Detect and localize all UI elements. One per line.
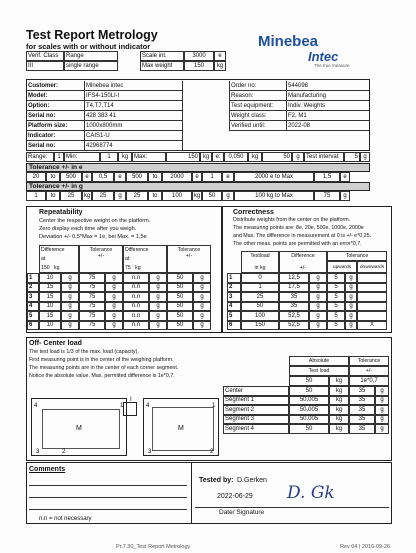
tol_e-cell: 0,5 bbox=[92, 172, 114, 182]
correct-cell: g bbox=[309, 292, 327, 302]
repeat-cell: n.n bbox=[123, 283, 149, 293]
correct-h-diff bbox=[279, 251, 327, 273]
correct-cell: 17,5 bbox=[279, 283, 309, 293]
order-value: Indiv. Weights bbox=[287, 101, 369, 111]
tol_g-cell: 100 bbox=[162, 191, 192, 201]
verif-class-label: Verif. Class bbox=[26, 51, 64, 61]
brand-logo bbox=[258, 34, 368, 70]
repeat-cell: 50 bbox=[167, 283, 193, 293]
repeat-cell: 15 bbox=[39, 292, 61, 302]
order-label: Order no: bbox=[229, 81, 287, 91]
repeat-cell: 3 bbox=[27, 292, 39, 302]
correct-cell: 5 bbox=[327, 302, 345, 312]
range-max-label: Max: bbox=[132, 152, 166, 162]
sign-date: 2022-06-29 bbox=[217, 493, 253, 500]
repeat-cell: g bbox=[193, 292, 211, 302]
correct-cell: 52,5 bbox=[279, 321, 309, 331]
off-row-tol-unit: g bbox=[375, 424, 389, 434]
off-line-2: First measuring point is in the center of the weighing platform. bbox=[29, 357, 174, 363]
seg-label: 3 bbox=[36, 448, 40, 455]
repeat-cell: g bbox=[105, 292, 123, 302]
brand-tagline: The true measure bbox=[314, 63, 350, 68]
tol_e-cell: 2000 e to Max bbox=[234, 172, 314, 182]
range-u3: kg bbox=[248, 152, 262, 162]
repeat-h-diff-text: Difference bbox=[41, 247, 65, 253]
brand-sub: Intec bbox=[308, 49, 339, 64]
repeat-cell: 75 bbox=[79, 311, 105, 321]
correct-h-diff-text: Difference bbox=[291, 253, 315, 259]
off-h-tol: Tolerance bbox=[349, 356, 389, 366]
test-interval-label: Test interval: bbox=[304, 152, 344, 162]
off-row-tol: 35 bbox=[349, 424, 375, 434]
off-row-value: 50,005 bbox=[289, 396, 329, 406]
diagram-indicator-label: I bbox=[130, 396, 132, 403]
tol_g-cell: to bbox=[148, 191, 162, 201]
repeat-h-75 bbox=[125, 265, 141, 271]
repeat-line-2: Zero display each time after you weigh. bbox=[39, 226, 137, 232]
range-row bbox=[26, 152, 370, 162]
off-row-value: 50 bbox=[289, 424, 329, 434]
repeat-h-150 bbox=[41, 265, 59, 271]
range-value: single range bbox=[64, 61, 118, 71]
repeat-cell: g bbox=[61, 292, 79, 302]
customer-label: Serial no: bbox=[27, 141, 85, 151]
tol_e-cell: 1 bbox=[202, 172, 222, 182]
range-min-val: 1 bbox=[100, 152, 118, 162]
range-max-val: 150 bbox=[166, 152, 200, 162]
handwritten-signature: D. Gk bbox=[287, 483, 335, 503]
range-u1: kg bbox=[118, 152, 132, 162]
seg-label: M bbox=[76, 425, 82, 432]
customer-label: Model: bbox=[27, 91, 85, 101]
repeat-h-pm: +/- bbox=[97, 253, 105, 259]
seg-label: M bbox=[178, 425, 184, 432]
off-row-unit: kg bbox=[329, 415, 349, 425]
comments-divider bbox=[191, 463, 192, 523]
repeat-cell: 50 bbox=[167, 273, 193, 283]
off-h-e07: 1e*0,7 bbox=[349, 376, 389, 386]
correct-cell: g bbox=[309, 321, 327, 331]
tol_e-cell: e bbox=[114, 172, 126, 182]
correct-cell: 25 bbox=[241, 292, 279, 302]
customer-value: Minebea intec bbox=[85, 81, 183, 91]
customer-value: CAIS1-U bbox=[85, 131, 183, 141]
off-h-50: 50 bbox=[289, 376, 329, 386]
customer-label: Indicator: bbox=[27, 131, 85, 141]
customer-value: 42968774 bbox=[85, 141, 183, 151]
correct-cell: 5 bbox=[327, 311, 345, 321]
tol_g-cell: 1 bbox=[26, 191, 46, 201]
order-value: 544098 bbox=[287, 81, 369, 91]
repeat-cell: 50 bbox=[167, 292, 193, 302]
repeat-cell: n.n bbox=[123, 311, 149, 321]
correct-h-testload-text: Testload bbox=[250, 253, 270, 259]
repeat-cell: g bbox=[149, 292, 167, 302]
repeat-cell: g bbox=[149, 302, 167, 312]
tol_g-cell: kg bbox=[193, 193, 201, 199]
repeat-cell: g bbox=[105, 311, 123, 321]
off-h-pm: +/- bbox=[349, 366, 389, 376]
range-label: Range: bbox=[26, 152, 54, 162]
correct-cell: X bbox=[357, 321, 387, 331]
max-weight-unit: kg bbox=[214, 61, 226, 71]
comment-line bbox=[29, 509, 187, 510]
correct-cell: 5 bbox=[327, 321, 345, 331]
tol_g-cell: kg bbox=[83, 193, 91, 199]
correct-cell: 35 bbox=[279, 292, 309, 302]
tol_e-cell: 500 bbox=[60, 172, 82, 182]
off-row-value: 50 bbox=[289, 386, 329, 396]
repeat-cell: g bbox=[61, 302, 79, 312]
correctness-section bbox=[222, 206, 392, 333]
correct-cell bbox=[357, 273, 387, 283]
correct-cell: 5 bbox=[327, 292, 345, 302]
repeat-cell: 10 bbox=[39, 273, 61, 283]
seg-label: 2 bbox=[210, 448, 214, 455]
correct-cell: 52,5 bbox=[279, 311, 309, 321]
brand-name: Minebea bbox=[258, 33, 319, 50]
customer-value: T4,T7,T14 bbox=[85, 101, 183, 111]
correct-cell: g bbox=[309, 302, 327, 312]
repeat-cell: 75 bbox=[79, 321, 105, 331]
off-row-unit: kg bbox=[329, 405, 349, 415]
off-row-label: Center bbox=[223, 386, 289, 396]
off-h-abs: Absolute bbox=[289, 356, 349, 366]
repeatability-section bbox=[26, 206, 222, 333]
seg-label: 1 bbox=[212, 402, 216, 409]
tol_g-cell: 25 bbox=[126, 191, 148, 201]
tol_e-cell: to bbox=[46, 172, 60, 182]
correct-cell: 1 bbox=[241, 283, 279, 293]
customer-label: Customer: bbox=[27, 81, 85, 91]
repeat-cell: g bbox=[149, 283, 167, 293]
repeat-cell: n.n bbox=[123, 292, 149, 302]
off-row-value: 50,005 bbox=[289, 415, 329, 425]
repeat-cell: g bbox=[105, 302, 123, 312]
seg-label: 1 bbox=[120, 402, 124, 409]
customer-label: Serial no: bbox=[27, 111, 85, 121]
customer-value: 428 383 41 bbox=[85, 111, 183, 121]
correct-h-down: downwards bbox=[357, 261, 387, 273]
repeat-cell: 6 bbox=[27, 321, 39, 331]
correct-cell: 0 bbox=[241, 273, 279, 283]
range-label: Range bbox=[64, 51, 118, 61]
comment-value: n.n = not necessary bbox=[39, 516, 92, 522]
off-h-kg: kg bbox=[329, 376, 349, 386]
repeat-cell: 50 bbox=[167, 321, 193, 331]
off-row-label: Segment 1 bbox=[223, 396, 289, 406]
repeatability-title: Repeatability bbox=[39, 209, 83, 216]
repeat-cell: 15 bbox=[39, 311, 61, 321]
correct-cell bbox=[357, 311, 387, 321]
off-row-tol: 35 bbox=[349, 386, 375, 396]
order-label: Reason: bbox=[229, 91, 287, 101]
correct-cell: 3 bbox=[227, 292, 241, 302]
correct-cell bbox=[357, 292, 387, 302]
correct-cell: g bbox=[345, 311, 357, 321]
repeat-cell: 15 bbox=[39, 283, 61, 293]
off-row-tol: 35 bbox=[349, 396, 375, 406]
tested-by-name: D.Gerken bbox=[237, 477, 267, 484]
test-interval-val: 5 bbox=[344, 152, 360, 162]
class-value: III bbox=[26, 61, 64, 71]
off-row-label: Segment 3 bbox=[223, 415, 289, 425]
seg-label: 2 bbox=[62, 448, 66, 455]
correct-cell: 5 bbox=[227, 311, 241, 321]
repeat-h-tol bbox=[79, 245, 123, 273]
correct-line-4: The other meas. points are permitted with an error*0,7. bbox=[233, 241, 362, 247]
repeat-cell: g bbox=[61, 321, 79, 331]
repeat-cell: g bbox=[193, 283, 211, 293]
repeat-cell: 4 bbox=[27, 302, 39, 312]
customer-label: Platform size: bbox=[27, 121, 85, 131]
correct-cell: g bbox=[345, 321, 357, 331]
correct-cell: g bbox=[309, 311, 327, 321]
tol_e-cell: e bbox=[340, 172, 350, 182]
correct-cell: 5 bbox=[327, 283, 345, 293]
correct-line-3: and Max. The difference in measurement at 0 is +/- e*0,25. bbox=[233, 233, 372, 239]
comments-section bbox=[26, 462, 392, 524]
tested-by-label: Tested by: bbox=[199, 477, 234, 484]
correct-cell: 5 bbox=[327, 273, 345, 283]
comment-line bbox=[29, 485, 187, 486]
tolerance-e-label: Tolerance +/- in e bbox=[29, 164, 83, 171]
repeat-cell: 50 bbox=[167, 311, 193, 321]
customer-value: 1000x800mm bbox=[85, 121, 183, 131]
tol_g-cell: g bbox=[340, 191, 350, 201]
range-e-val: 0,050 bbox=[224, 152, 248, 162]
off-row-tol-unit: g bbox=[375, 415, 389, 425]
correct-cell: g bbox=[345, 273, 357, 283]
correct-cell: 6 bbox=[227, 321, 241, 331]
repeat-cell: n.n bbox=[123, 321, 149, 331]
repeat-cell: g bbox=[149, 311, 167, 321]
scale-int-value: 3000 bbox=[184, 51, 214, 61]
repeat-cell: g bbox=[193, 321, 211, 331]
tol_e-cell: e bbox=[222, 172, 234, 182]
correct-cell: 12,5 bbox=[279, 273, 309, 283]
platform-diagram-left bbox=[31, 398, 127, 456]
range-e-label: e: bbox=[212, 152, 224, 162]
comment-line bbox=[29, 497, 187, 498]
repeat-h-75-val: 75 bbox=[125, 265, 131, 271]
order-value: F2, M1 bbox=[287, 111, 369, 121]
order-label: Test equipment: bbox=[229, 101, 287, 111]
off-row-unit: kg bbox=[329, 386, 349, 396]
repeat-cell: g bbox=[105, 321, 123, 331]
repeat-h-kg2: kg bbox=[135, 265, 141, 271]
repeat-cell: g bbox=[193, 311, 211, 321]
tol_g-cell: 25 bbox=[60, 191, 82, 201]
correct-cell: g bbox=[345, 283, 357, 293]
repeat-cell: g bbox=[149, 273, 167, 283]
off-row-tol: 35 bbox=[349, 415, 375, 425]
repeat-h-kg: kg bbox=[53, 265, 60, 271]
repeat-cell: g bbox=[193, 302, 211, 312]
correct-cell: 100 bbox=[241, 311, 279, 321]
correct-cell: 2 bbox=[227, 283, 241, 293]
platform-diagram-right bbox=[143, 398, 219, 456]
range-n: 1 bbox=[54, 152, 64, 162]
range-u5: g bbox=[360, 152, 370, 162]
off-row-value: 50,005 bbox=[289, 405, 329, 415]
customer-block bbox=[26, 79, 370, 151]
correct-cell: 150 bbox=[241, 321, 279, 331]
repeat-h-tol2 bbox=[167, 245, 211, 273]
repeat-h-150-val: 150 bbox=[41, 265, 50, 271]
tol_e-cell: to bbox=[148, 172, 162, 182]
correct-cell: 35 bbox=[279, 302, 309, 312]
off-line-3: The measuring points are in the center of each corner segment. bbox=[29, 365, 179, 371]
comments-title: Comments bbox=[29, 466, 66, 473]
repeat-cell: 2 bbox=[27, 283, 39, 293]
correct-cell: 1 bbox=[227, 273, 241, 283]
order-label: Weight class: bbox=[229, 111, 287, 121]
tol_e-cell: 500 bbox=[126, 172, 148, 182]
correct-h-testload bbox=[241, 251, 279, 273]
report-subtitle: for scales with or without indicator bbox=[26, 42, 151, 51]
tolerance-g-label: Tolerance +/- in g bbox=[29, 183, 83, 190]
indicator-connector bbox=[123, 402, 137, 416]
off-h-testload: Test load bbox=[289, 366, 349, 376]
seg-label: 4 bbox=[146, 402, 150, 409]
off-row-label: Segment 4 bbox=[223, 424, 289, 434]
repeat-cell: 10 bbox=[39, 321, 61, 331]
repeat-cell: g bbox=[149, 321, 167, 331]
correct-cell: 4 bbox=[227, 302, 241, 312]
repeat-cell: 50 bbox=[167, 302, 193, 312]
repeat-h-tol2-text: Tolerance bbox=[177, 247, 201, 253]
correct-h-tol bbox=[327, 251, 387, 261]
signature-line bbox=[195, 507, 389, 508]
correct-cell: g bbox=[345, 302, 357, 312]
tol_g-cell: 50 bbox=[202, 191, 222, 201]
repeat-line-3: Deviation +/- 0,5*Max = 1e, bei Max. = 1,5e bbox=[39, 234, 147, 240]
correct-h-pm: +/- bbox=[299, 265, 307, 271]
tol_e-cell: 2000 bbox=[162, 172, 192, 182]
tol_e-cell: e bbox=[82, 172, 92, 182]
correct-cell: g bbox=[345, 292, 357, 302]
customer-label: Option: bbox=[27, 101, 85, 111]
tol_g-cell: to bbox=[46, 191, 60, 201]
repeat-cell: 10 bbox=[39, 302, 61, 312]
range-u4: g bbox=[292, 152, 304, 162]
repeat-h-diff2 bbox=[123, 245, 167, 273]
range-min-label: Min: bbox=[64, 152, 100, 162]
order-value: 2022-08 bbox=[287, 121, 369, 131]
tolerance-e-header bbox=[26, 163, 370, 172]
correct-h-up: upwards bbox=[327, 261, 357, 273]
order-label: Verified until: bbox=[229, 121, 287, 131]
tolerance-e-row bbox=[26, 172, 370, 182]
repeat-cell: g bbox=[61, 273, 79, 283]
scale-int-label: Scale int. bbox=[140, 51, 184, 61]
tol_g-cell: 25 bbox=[92, 191, 114, 201]
correct-cell: g bbox=[309, 273, 327, 283]
off-row-tol-unit: g bbox=[375, 396, 389, 406]
off-row-tol-unit: g bbox=[375, 386, 389, 396]
correct-cell bbox=[357, 283, 387, 293]
customer-value: IFS4-150LI-I bbox=[85, 91, 183, 101]
repeat-h-tol-text: Tolerance bbox=[89, 247, 113, 253]
repeat-cell: 5 bbox=[27, 311, 39, 321]
repeat-cell: 75 bbox=[79, 302, 105, 312]
footer-left: Pr.7.30_Test Report Metrology bbox=[116, 544, 191, 550]
tol_g-cell: g bbox=[222, 191, 234, 201]
tol_g-cell: 75 bbox=[314, 191, 340, 201]
repeat-h-at: at bbox=[41, 256, 46, 262]
max-weight-value: 150 bbox=[184, 61, 214, 71]
range-v50: 50 bbox=[262, 152, 292, 162]
repeat-h-pm2: +/- bbox=[185, 253, 193, 259]
tol_e-cell: e bbox=[192, 172, 202, 182]
tol_e-cell: 1,5 bbox=[314, 172, 340, 182]
tolerance-g-header bbox=[26, 182, 370, 191]
off-center-title: Off- Center load bbox=[29, 340, 82, 347]
seg-label: 3 bbox=[148, 448, 152, 455]
correctness-title: Correctness bbox=[233, 209, 274, 216]
seg-label: 4 bbox=[34, 402, 38, 409]
report-title: Test Report Metrology bbox=[26, 28, 158, 42]
tol_e-cell: 20 bbox=[26, 172, 46, 182]
tol_g-cell: g bbox=[114, 191, 126, 201]
correct-line-1: Distribute weights from the center on the platform. bbox=[233, 217, 351, 223]
repeat-cell: 1 bbox=[27, 273, 39, 283]
off-row-unit: kg bbox=[329, 396, 349, 406]
tol_g-cell: 100 kg to Max bbox=[234, 191, 314, 201]
correct-h-inkg: in kg bbox=[254, 265, 266, 271]
order-value: Manufacturing bbox=[287, 91, 369, 101]
repeat-cell: g bbox=[61, 283, 79, 293]
repeat-h-diff bbox=[39, 245, 79, 273]
correct-cell: 50 bbox=[241, 302, 279, 312]
repeat-cell: 75 bbox=[79, 292, 105, 302]
max-weight-label: Max weight bbox=[140, 61, 184, 71]
repeat-h-diff2-text: Difference bbox=[125, 247, 149, 253]
correct-h-tol-text: Tolerance bbox=[345, 253, 369, 259]
correct-cell: g bbox=[309, 283, 327, 293]
off-center-section bbox=[26, 337, 392, 461]
date-signature-label: Date/ Signature bbox=[219, 509, 265, 516]
range-u2: kg bbox=[200, 152, 212, 162]
off-row-unit: kg bbox=[329, 424, 349, 434]
correct-line-2: The measuring points are: 8e, 20e, 500e, 1000e, 2000e bbox=[233, 225, 364, 231]
repeat-cell: g bbox=[105, 283, 123, 293]
repeat-cell: 75 bbox=[79, 273, 105, 283]
footer-right: Rev 04 | 2016-09-26 bbox=[340, 544, 391, 550]
repeat-cell: n.n bbox=[123, 302, 149, 312]
off-row-tol-unit: g bbox=[375, 405, 389, 415]
off-row-tol: 35 bbox=[349, 405, 375, 415]
correct-cell bbox=[357, 302, 387, 312]
repeat-cell: g bbox=[105, 273, 123, 283]
repeat-h-at2: at bbox=[125, 256, 130, 262]
off-line-1: The test load is 1/3 of the max. load (capacity). bbox=[29, 349, 139, 355]
repeat-cell: 75 bbox=[79, 283, 105, 293]
off-line-4: Notice the absolute value. Max. permitted difference is 1e*0,7. bbox=[29, 373, 175, 379]
tolerance-g-row bbox=[26, 191, 370, 201]
off-row-label: Segment 2 bbox=[223, 405, 289, 415]
repeat-line-1: Center the respective weight on the platform. bbox=[39, 218, 151, 224]
scale-int-unit: e bbox=[214, 51, 226, 61]
repeat-cell: n.n bbox=[123, 273, 149, 283]
repeat-cell: g bbox=[193, 273, 211, 283]
repeat-cell: g bbox=[61, 311, 79, 321]
